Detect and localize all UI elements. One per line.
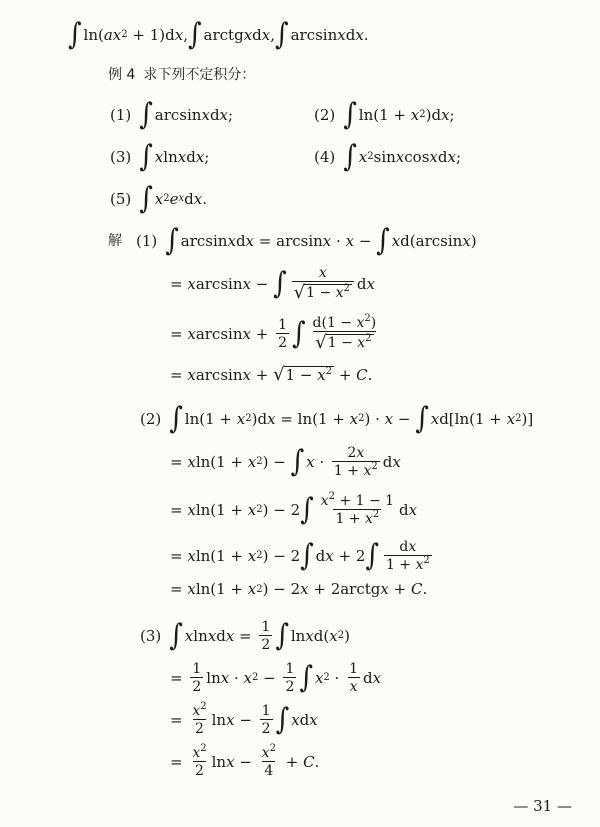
solution-label: 解 <box>108 233 122 249</box>
solution-1-line-1: 解 (1) ∫ arcsin x d x = arcsin x · x − ∫ x d(arcsin x ) <box>108 223 477 259</box>
example-title: 求下列不定积分： <box>143 67 256 83</box>
solution-1-line-2: = x arcsin x − ∫ x √ $1 - x^2$ d x <box>170 265 375 303</box>
problem-3: (3) ∫ x ln x d x ; <box>110 139 210 175</box>
problem-2: (2) ∫ ln(1 + x 2 )d x ; <box>314 97 455 133</box>
solution-2-line-3: = x ln(1 + x 2 ) − 2 ∫ $\frac{x^2 + 1 - 1}{1 + x^2}$ d x <box>170 491 418 528</box>
solution-3-line-3: = $\frac{x^2}{2}$ ln x − $\frac{1}{2}$ ∫ x d x <box>170 701 318 738</box>
solution-3-line-1: (3) ∫ x ln x d x = $\frac{1}{2}$ ∫ ln x d( x 2 ) <box>140 618 350 654</box>
solution-2-line-5: = x ln(1 + x 2 ) − 2 x + 2arctg x + C . <box>170 580 428 598</box>
intro-line: ∫ ln( ax 2 + 1)d x , ∫ arctg x d x , ∫ arcsin x d x . <box>68 17 369 53</box>
problem-1: (1) ∫ arcsin x d x ; <box>110 97 234 133</box>
solution-1-line-3: = x arcsin x + $\frac{1}{2}$ ∫ $d(1 - x^2)$ √ $1 - x^2$ <box>170 313 377 353</box>
example-heading <box>108 68 255 82</box>
problem-4: (4) ∫ x 2 sin x cos x d x ; <box>314 139 462 175</box>
solution-3-line-2: = $\frac{1}{2}$ ln x · x 2 − $\frac{1}{2}$ ∫ x 2 · $\frac{1}{x}$ d x <box>170 660 382 696</box>
problem-5: (5) ∫ x 2 e x d x . <box>110 181 208 217</box>
solution-2-line-2: = x ln(1 + x 2 ) − ∫ x · $\frac{2x}{1 + x^2}$ d x <box>170 444 401 480</box>
solution-3-line-4: = $\frac{x^2}{2}$ ln x − $\frac{x^2}{4}$ + C . <box>170 743 320 779</box>
solution-2-line-4: = x ln(1 + x 2 ) − 2 ∫ d x + 2 ∫ $\frac{dx}{1 + x^2}$ <box>170 538 430 574</box>
solution-1-line-4: = x arcsin x + √ $1 - x^2$ + C . <box>170 364 373 385</box>
example-label: 例 4 <box>108 67 136 83</box>
solution-2-line-1: (2) ∫ ln(1 + x 2 )d x = ln(1 + x 2 ) · x − ∫ x d[ln(1 + x 2 )] <box>140 401 534 437</box>
page-number: — 31 — <box>513 797 572 815</box>
